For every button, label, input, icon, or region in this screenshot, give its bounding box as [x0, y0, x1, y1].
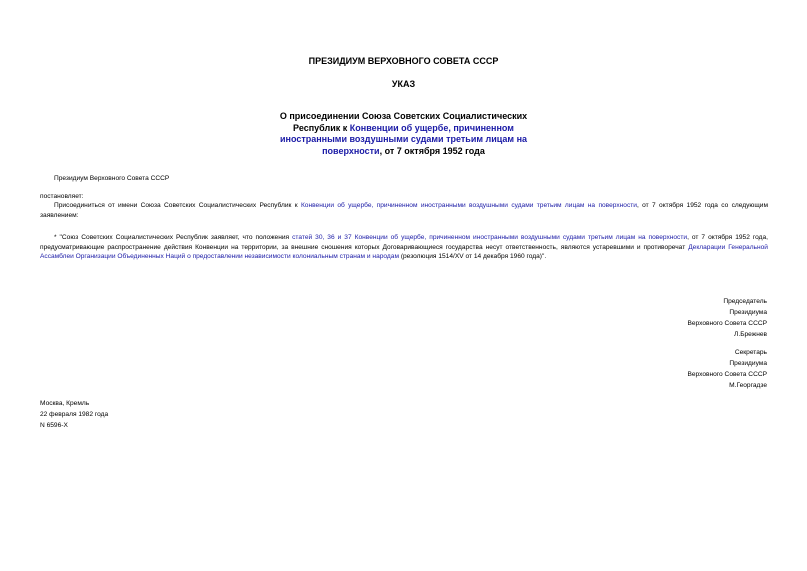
declaration-paragraph [40, 233, 768, 262]
signatory-name: Л.Брежнев [734, 331, 767, 338]
articles-link[interactable]: статей 30, 36 и 37 Конвенции об ущербе, причиненном иностранными воздушными судами третьим лицам на поверхности [292, 234, 688, 241]
signature-title-line: Верховного Совета СССР [687, 320, 767, 327]
title-text-end: , от 7 октября 1952 года [379, 145, 485, 156]
signature-title-line: Верховного Совета СССР [687, 371, 767, 378]
place-of-signing: Москва, Кремль [40, 400, 90, 407]
paragraph-text: , от 7 октября 1952 года, предусматривающие распространение действия Конвенции на территории, за внешние сношения которых Договаривающиеся государства несут ответственность, являются устаревшими и противоречат [40, 234, 768, 251]
document-title [270, 111, 537, 157]
convention-link-title[interactable]: Конвенции об ущербе, причиненном иностранными воздушными судами третьим лицам на поверхности [279, 122, 528, 156]
signature-title-line: Секретарь [734, 349, 767, 356]
issuing-authority: ПРЕЗИДИУМ ВЕРХОВНОГО СОВЕТА СССР [308, 56, 499, 66]
document-number: N 6596-X [40, 422, 68, 429]
document-footer [40, 398, 108, 431]
document-type: УКАЗ [391, 79, 416, 89]
chairman-signature [687, 296, 767, 340]
paragraph-text: , от 7 октября 1952 года со следующим заявлением: [40, 202, 768, 219]
decree-paragraph [40, 201, 768, 220]
title-text-start: О присоединении Союза Советских Социалистических Республик к [279, 111, 528, 133]
convention-link[interactable]: Конвенции об ущербе, причиненном иностранными воздушными судами третьим лицам на поверхности [300, 202, 637, 209]
paragraph-text: * "Союз Советских Социалистических Республик заявляет, что положения [54, 234, 293, 241]
signing-date: 22 февраля 1982 года [40, 411, 109, 418]
signature-title-line: Председатель [723, 298, 767, 305]
signature-title-line: Президиума [729, 309, 767, 316]
signature-title-line: Президиума [729, 360, 767, 367]
secretary-signature [687, 347, 767, 391]
decrees-text: постановляет: [40, 193, 84, 200]
paragraph-text: (резолюция 1514/XV от 14 декабря 1960 года)". [398, 253, 547, 260]
un-declaration-link[interactable]: Декларации Генеральной Ассамблеи Организации Объединенных Наций о предоставлении независимости колониальным странам и народам [40, 243, 768, 260]
paragraph-text: Присоединиться от имени Союза Советских Социалистических Республик к [54, 202, 301, 209]
signatory-name: М.Георгадзе [729, 382, 767, 389]
intro-text: Президиум Верховного Совета СССР [54, 175, 170, 182]
